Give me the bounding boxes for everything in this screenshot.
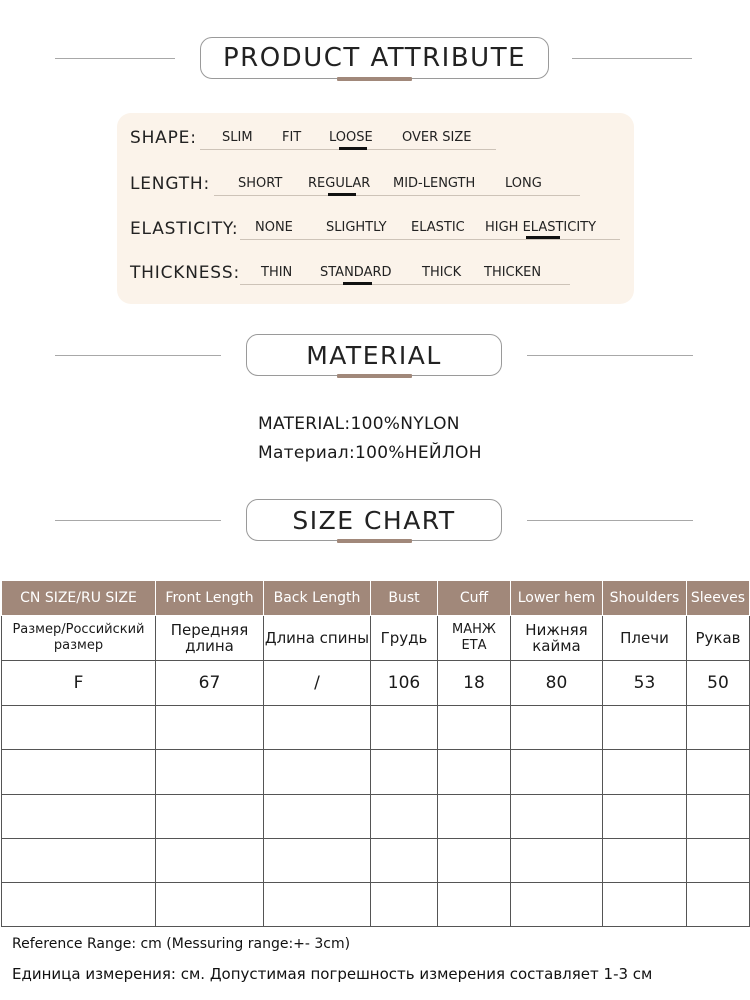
attr-option: THICK bbox=[422, 265, 462, 280]
selected-marker bbox=[343, 282, 372, 285]
attr-option-selected: STANDARD bbox=[320, 265, 392, 280]
title-accent-bar bbox=[337, 374, 412, 378]
table-header-cell: Sleeves bbox=[687, 581, 750, 616]
attr-option: SLIGHTLY bbox=[326, 220, 387, 235]
attr-label-thickness: THICKNESS: bbox=[130, 263, 240, 283]
attr-option: THIN bbox=[261, 265, 293, 280]
table-cell: 80 bbox=[511, 661, 603, 706]
table-ru-header-cell: Плечи bbox=[603, 616, 687, 661]
header-rule-left bbox=[55, 520, 221, 521]
table-row bbox=[2, 661, 750, 706]
attr-option: MID-LENGTH bbox=[393, 176, 476, 191]
header-rule-right bbox=[527, 355, 693, 356]
attr-option: NONE bbox=[255, 220, 293, 235]
title-accent-bar bbox=[337, 539, 412, 543]
table-empty-row bbox=[2, 750, 750, 794]
attr-option-selected: LOOSE bbox=[329, 130, 373, 145]
table-cell: 67 bbox=[156, 661, 264, 706]
table-header-cell: Front Length bbox=[156, 581, 264, 616]
table-empty-row bbox=[2, 838, 750, 882]
table-ru-header-cell: Передняя длина bbox=[156, 616, 264, 661]
attr-option-selected: REGULAR bbox=[308, 176, 371, 191]
table-cell: / bbox=[264, 661, 371, 706]
attr-label-elasticity: ELASTICITY: bbox=[130, 219, 239, 239]
footnote-measurement-russian: Единица измерения: см. Допустимая погрешность измерения составляет 1-3 см bbox=[12, 965, 653, 983]
header-rule-right bbox=[527, 520, 693, 521]
attr-option-selected: HIGH ELASTICITY bbox=[485, 220, 597, 235]
table-ru-header-cell: МАНЖ ЕТА bbox=[438, 616, 511, 661]
selected-marker bbox=[328, 193, 356, 196]
table-ru-header-cell: Рукав bbox=[687, 616, 750, 661]
attr-option: SHORT bbox=[238, 176, 283, 191]
table-header-cell: Shoulders bbox=[603, 581, 687, 616]
table-cell: 18 bbox=[438, 661, 511, 706]
table-cell-size: F bbox=[2, 661, 156, 706]
table-ru-header-cell: Грудь bbox=[371, 616, 438, 661]
table-header-cell: Back Length bbox=[264, 581, 371, 616]
header-rule-left bbox=[55, 355, 221, 356]
product-attribute-title: PRODUCT ATTRIBUTE bbox=[200, 37, 549, 79]
attr-option: SLIM bbox=[222, 130, 253, 145]
table-cell: 50 bbox=[687, 661, 750, 706]
attr-option: LONG bbox=[505, 176, 542, 191]
table-cell: 106 bbox=[371, 661, 438, 706]
header-rule-left bbox=[55, 58, 175, 59]
material-title: MATERIAL bbox=[246, 334, 502, 376]
attr-option: ELASTIC bbox=[411, 220, 465, 235]
header-rule-right bbox=[572, 58, 692, 59]
material-russian: Материал:100%НЕЙЛОН bbox=[258, 443, 482, 463]
attr-option: OVER SIZE bbox=[402, 130, 472, 145]
attr-rule-length bbox=[214, 195, 580, 196]
table-header-row bbox=[2, 581, 750, 616]
table-ru-header-cell: Размер/Российский размер bbox=[2, 616, 156, 661]
selected-marker bbox=[339, 147, 367, 150]
table-empty-row bbox=[2, 794, 750, 838]
table-ru-header-cell: Длина спины bbox=[264, 616, 371, 661]
title-accent-bar bbox=[337, 77, 412, 81]
attr-rule-elasticity bbox=[240, 239, 620, 240]
material-english: MATERIAL:100%NYLON bbox=[258, 414, 460, 434]
table-header-cell: CN SIZE/RU SIZE bbox=[2, 581, 156, 616]
table-russian-header-row bbox=[2, 616, 750, 661]
attr-label-length: LENGTH: bbox=[130, 174, 210, 194]
table-cell: 53 bbox=[603, 661, 687, 706]
table-empty-row bbox=[2, 882, 750, 926]
table-ru-header-cell: Нижняя кайма bbox=[511, 616, 603, 661]
footnote-reference-range: Reference Range: cm (Messuring range:+- 3cm) bbox=[12, 936, 351, 952]
table-header-cell: Bust bbox=[371, 581, 438, 616]
attr-option: FIT bbox=[282, 130, 302, 145]
size-chart-table bbox=[1, 580, 750, 927]
size-chart-title: SIZE CHART bbox=[246, 499, 502, 541]
table-header-cell: Cuff bbox=[438, 581, 511, 616]
attr-rule-thickness bbox=[240, 284, 570, 285]
attr-option: THICKEN bbox=[484, 265, 542, 280]
selected-marker bbox=[526, 236, 560, 239]
table-empty-row bbox=[2, 706, 750, 750]
attr-label-shape: SHAPE: bbox=[130, 128, 197, 148]
table-header-cell: Lower hem bbox=[511, 581, 603, 616]
